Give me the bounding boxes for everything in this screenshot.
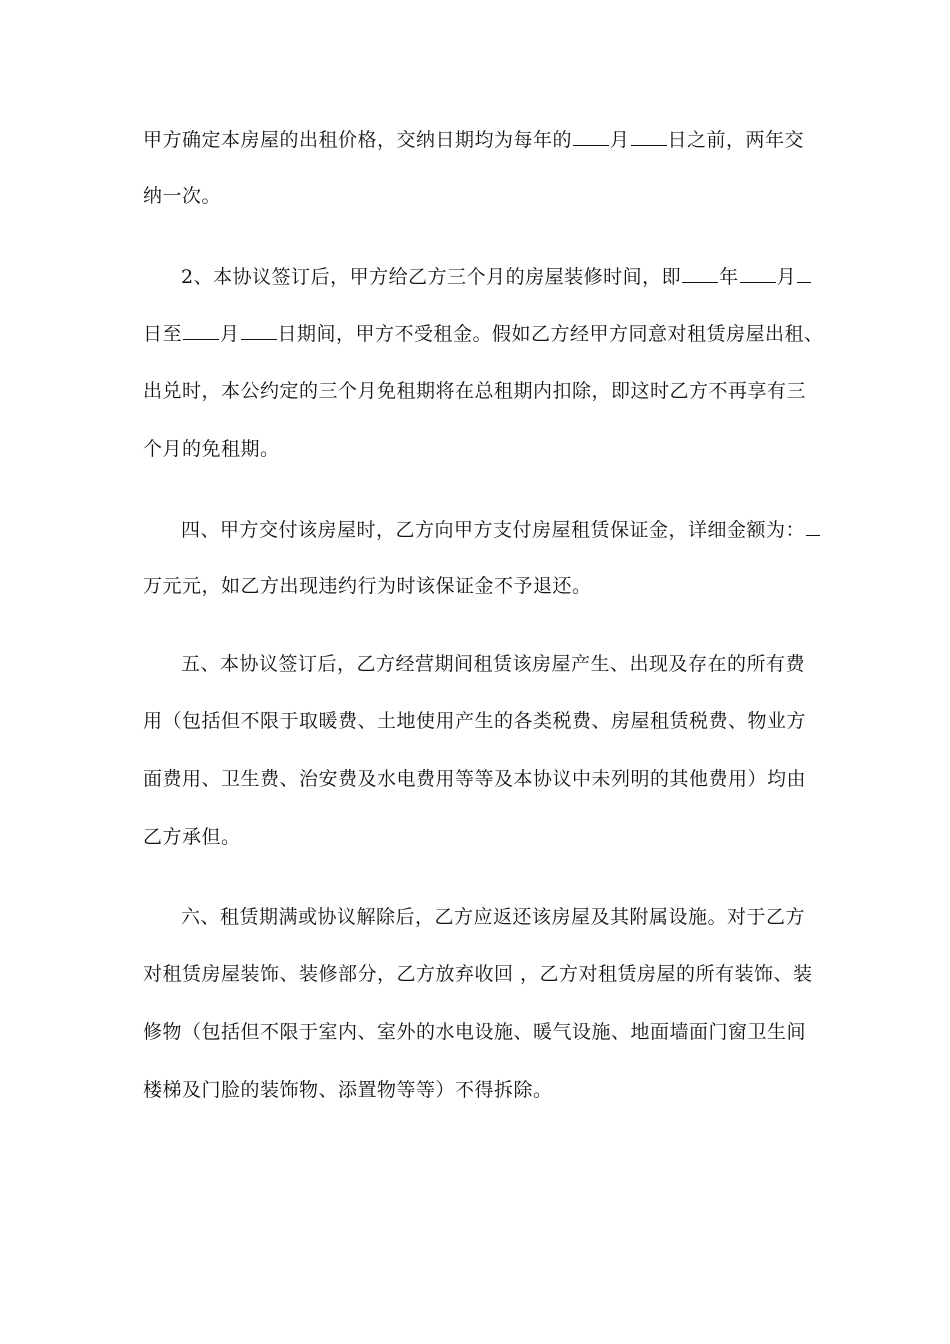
paragraph-3-line-2 [143,574,592,598]
text-run: 纳一次。 [143,185,222,207]
text-run: 日期间，甲方不受租金。假如乙方经甲方同意对租赁房屋出租、 [277,323,824,345]
fill-blank [241,321,277,340]
text-run: 日至 [143,323,183,345]
paragraph-1-line-2 [143,184,221,208]
paragraph-2-line-2 [143,321,824,346]
paragraph-3-line-1 [181,517,821,542]
text-run: 四、甲方交付该房屋时，乙方向甲方支付房屋租赁保证金，详细金额为： [181,519,806,541]
fill-blank [797,264,811,283]
text-run: 对租赁房屋装饰、装修部分，乙方放弃收回 ，乙方对租赁房屋的所有装饰、装 [143,963,813,985]
text-run: 年 [719,266,739,288]
paragraph-4-line-1 [181,652,805,676]
text-run: 万元元，如乙方出现违约行为时该保证金不予退还。 [143,575,592,597]
text-run: 乙方承但。 [143,826,241,848]
text-run: 出兑时，本公约定的三个月免租期将在总租期内扣除，即这时乙方不再享有三 [143,380,807,402]
text-run: 月 [610,129,630,151]
text-run: 个月的免租期。 [143,438,280,460]
text-run: 楼梯及门脸的装饰物、添置物等等）不得拆除。 [143,1079,553,1101]
fill-blank [183,321,219,340]
text-run: 日之前，两年交 [667,129,805,151]
fill-blank [806,517,820,536]
paragraph-2-line-1 [181,264,812,289]
paragraph-5-line-1 [181,905,805,929]
text-run: 五、本协议签订后，乙方经营期间租赁该房屋产生、出现及存在的所有费 [181,653,806,675]
paragraph-5-line-3 [143,1020,806,1044]
text-run: 2、本协议签订后，甲方给乙方三个月的房屋装修时间，即 [181,266,682,288]
text-run: 用（包括但不限于取暖费、土地使用产生的各类税费、房屋租赁税费、物业方 [143,710,807,732]
fill-blank [631,127,667,146]
paragraph-4-line-3 [143,767,806,791]
paragraph-2-line-4 [143,437,280,461]
text-run: 月 [776,266,797,288]
text-run: 甲方确定本房屋的出租价格，交纳日期均为每年的 [143,129,573,151]
fill-blank [740,264,776,283]
paragraph-5-line-4 [143,1078,553,1102]
fill-blank [573,127,609,146]
text-run: 修物（包括但不限于室内、室外的水电设施、暖气设施、地面墙面门窗卫生间 [143,1021,807,1043]
paragraph-5-line-2 [143,962,813,986]
fill-blank [682,264,718,283]
text-run: 面费用、卫生费、治安费及水电费用等等及本协议中未列明的其他费用）均由 [143,768,807,790]
text-run: 六、租赁期满或协议解除后，乙方应返还该房屋及其附属设施。对于乙方 [181,906,806,928]
paragraph-2-line-3 [143,379,806,403]
paragraph-4-line-4 [143,825,241,849]
paragraph-4-line-2 [143,709,806,733]
paragraph-1-line-1 [143,127,804,152]
text-run: 月 [220,323,240,345]
